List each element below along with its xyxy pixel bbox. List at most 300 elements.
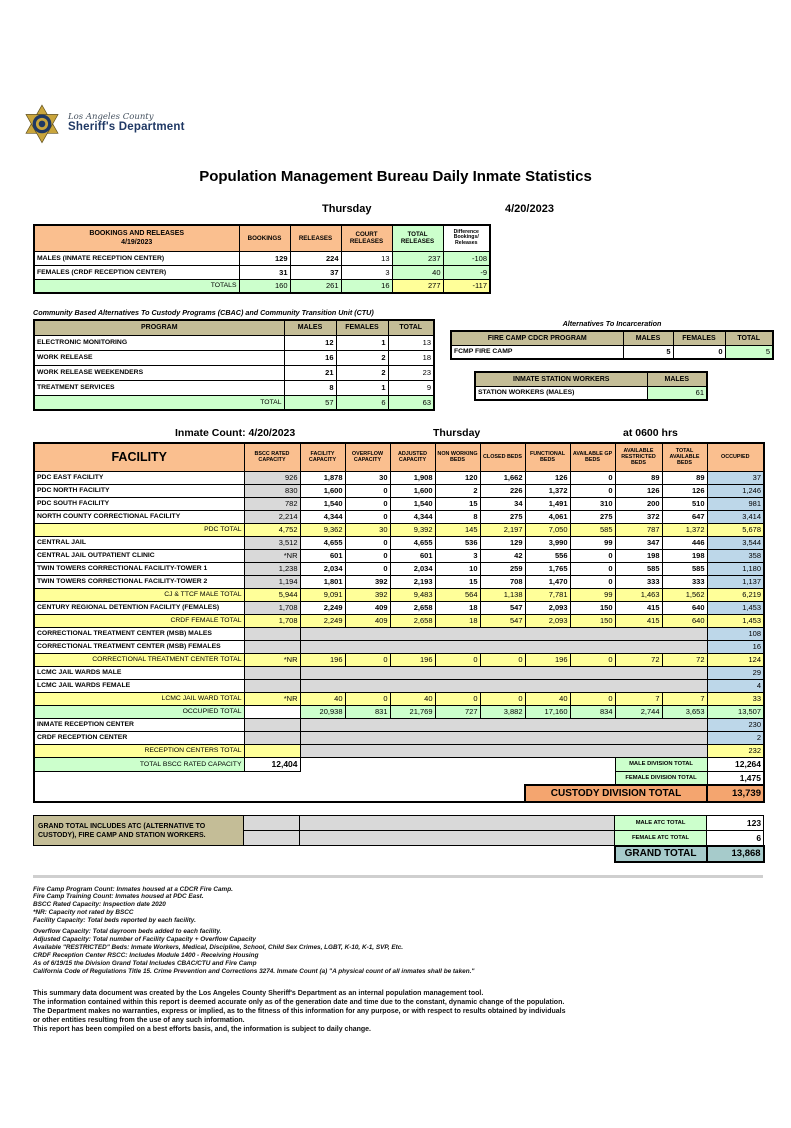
facility-bscc-empty bbox=[244, 718, 300, 731]
facility-row bbox=[34, 588, 764, 601]
facility-subtotal-value: 2,249 bbox=[300, 614, 345, 627]
facility-col-header: OVERFLOW CAPACITY bbox=[345, 443, 390, 471]
facility-value: 150 bbox=[570, 601, 615, 614]
fire-camp-col-header: FIRE CAMP CDCR PROGRAM bbox=[451, 331, 623, 345]
facility-value: 99 bbox=[570, 536, 615, 549]
spacer bbox=[34, 785, 525, 802]
facility-value: 0 bbox=[570, 575, 615, 588]
facility-value: 926 bbox=[244, 471, 300, 484]
fire-camp-header-row bbox=[451, 331, 773, 345]
facility-subtotal-value: 0 bbox=[480, 692, 525, 705]
footnote-line: Fire Camp Training Count: Inmates housed at PDC East. bbox=[33, 893, 204, 901]
bookings-totals-label: TOTALS bbox=[34, 279, 239, 293]
facility-subtotal-value: 2,093 bbox=[525, 614, 570, 627]
bookings-releases-table bbox=[33, 224, 491, 294]
facility-col-header: FACILITY bbox=[34, 443, 244, 471]
facility-value: 3,990 bbox=[525, 536, 570, 549]
disclaimer-line: or other entities resulting from the use of any such information. bbox=[33, 1017, 245, 1025]
facility-value: 200 bbox=[615, 497, 662, 510]
facility-value: 89 bbox=[615, 471, 662, 484]
facility-value: 42 bbox=[480, 549, 525, 562]
facility-row bbox=[34, 536, 764, 549]
alternatives-title: Alternatives To Incarceration bbox=[562, 319, 662, 328]
facility-value: *NR bbox=[244, 549, 300, 562]
custody-division-total-label: CUSTODY DIVISION TOTAL bbox=[525, 785, 707, 802]
bookings-title-header bbox=[34, 225, 239, 251]
bscc-capacity-label: TOTAL BSCC RATED CAPACITY bbox=[34, 757, 244, 771]
cbac-row bbox=[34, 350, 434, 365]
inmate-count-day: Thursday bbox=[433, 427, 481, 439]
cbac-value: 8 bbox=[284, 380, 336, 395]
facility-row-label: CENTRAL JAIL OUTPATIENT CLINIC bbox=[34, 549, 244, 562]
facility-col-header: FACILITY CAPACITY bbox=[300, 443, 345, 471]
cbac-row-label: TREATMENT SERVICES bbox=[34, 380, 284, 395]
grand-total-value: 13,868 bbox=[707, 846, 764, 862]
facility-value: 601 bbox=[300, 549, 345, 562]
bookings-subtitle: 4/19/2023 bbox=[121, 239, 153, 247]
facility-value: 126 bbox=[662, 484, 707, 497]
custody-division-row bbox=[34, 785, 764, 802]
facility-value: 2,658 bbox=[390, 601, 435, 614]
footnote-line: California Code of Regulations Title 15. Crime Prevention and Corrections 3274. Inmate Count (a) "A physical count of all inmates shall be taken." bbox=[33, 967, 475, 975]
facility-row bbox=[34, 731, 764, 744]
spacer bbox=[34, 771, 615, 785]
spacer-gray bbox=[244, 816, 300, 831]
facility-value: 0 bbox=[345, 562, 390, 575]
facility-value: 782 bbox=[244, 497, 300, 510]
spacer-gray bbox=[244, 831, 300, 846]
footnote-line: CRDF Reception Center RSCC: Includes Module 1400 - Receiving Housing bbox=[33, 951, 259, 959]
facility-value: 1,765 bbox=[525, 562, 570, 575]
station-workers-row-label: STATION WORKERS (MALES) bbox=[475, 386, 647, 400]
facility-subtotal-value: 150 bbox=[570, 614, 615, 627]
cbac-header-row bbox=[34, 320, 434, 335]
bookings-total-value: -117 bbox=[443, 279, 490, 293]
facility-value: 1,470 bbox=[525, 575, 570, 588]
facility-bscc-empty bbox=[244, 666, 300, 679]
male-atc-total-value: 123 bbox=[707, 816, 764, 831]
station-workers-table bbox=[474, 371, 708, 401]
cbac-total-value: 63 bbox=[388, 395, 434, 410]
disclaimer-line: This report has been compiled on a best efforts basis, and, the information is subject to daily change. bbox=[33, 1026, 372, 1034]
facility-occupied-value: 108 bbox=[707, 627, 764, 640]
facility-value: 446 bbox=[662, 536, 707, 549]
facility-value: 198 bbox=[615, 549, 662, 562]
facility-row-label: TWIN TOWERS CORRECTIONAL FACILITY-TOWER 1 bbox=[34, 562, 244, 575]
facility-subtotal-value: *NR bbox=[244, 653, 300, 666]
facility-row bbox=[34, 627, 764, 640]
station-workers-value: 61 bbox=[647, 386, 707, 400]
facility-row-label: PDC NORTH FACILITY bbox=[34, 484, 244, 497]
facility-value: 333 bbox=[662, 575, 707, 588]
facility-row-label: CENTURY REGIONAL DETENTION FACILITY (FEMALES) bbox=[34, 601, 244, 614]
facility-subtotal-value: 33 bbox=[707, 692, 764, 705]
cbac-value: 23 bbox=[388, 365, 434, 380]
facility-subtotal-value: 196 bbox=[300, 653, 345, 666]
facility-value: 1,540 bbox=[390, 497, 435, 510]
facility-row bbox=[34, 601, 764, 614]
facility-subtotal-value: 0 bbox=[480, 653, 525, 666]
facility-value: 3,414 bbox=[707, 510, 764, 523]
station-workers-row bbox=[475, 386, 707, 400]
facility-occupied-value: 232 bbox=[707, 744, 764, 757]
facility-subtotal-label: RECEPTION CENTERS TOTAL bbox=[34, 744, 244, 757]
facility-value: 15 bbox=[435, 575, 480, 588]
facility-subtotal-value: 0 bbox=[345, 692, 390, 705]
facility-value: 640 bbox=[662, 601, 707, 614]
facility-value: 1,372 bbox=[525, 484, 570, 497]
custody-division-total-value: 13,739 bbox=[707, 785, 764, 802]
footnotes bbox=[33, 886, 763, 976]
cbac-value: 12 bbox=[284, 335, 336, 350]
facility-value: 4,655 bbox=[390, 536, 435, 549]
occupied-total-value bbox=[244, 705, 300, 718]
facility-value: 3 bbox=[435, 549, 480, 562]
facility-subtotal-value: 5,678 bbox=[707, 523, 764, 536]
facility-value: 601 bbox=[390, 549, 435, 562]
facility-subtotal-value: 392 bbox=[345, 588, 390, 601]
middle-section bbox=[33, 319, 770, 411]
female-division-total-value: 1,475 bbox=[707, 771, 764, 785]
station-workers-col-header: MALES bbox=[647, 372, 707, 386]
report-date: 4/20/2023 bbox=[505, 203, 554, 215]
facility-value: 333 bbox=[615, 575, 662, 588]
fire-camp-col-header: FEMALES bbox=[673, 331, 725, 345]
facility-subtotal-value: 547 bbox=[480, 614, 525, 627]
female-division-total-label: FEMALE DIVISION TOTAL bbox=[615, 771, 707, 785]
facility-subtotal-value: 1,138 bbox=[480, 588, 525, 601]
facility-subtotal-value: 1,463 bbox=[615, 588, 662, 601]
facility-subtotal-label: LCMC JAIL WARD TOTAL bbox=[34, 692, 244, 705]
facility-value: 15 bbox=[435, 497, 480, 510]
grand-total-row bbox=[34, 846, 764, 862]
bookings-title: BOOKINGS AND RELEASES bbox=[89, 230, 185, 238]
facility-value: 358 bbox=[707, 549, 764, 562]
facility-span-empty bbox=[300, 666, 707, 679]
facility-value: 2,214 bbox=[244, 510, 300, 523]
fire-camp-value: 0 bbox=[673, 345, 725, 359]
cbac-value: 21 bbox=[284, 365, 336, 380]
facility-value: 4,655 bbox=[300, 536, 345, 549]
cbac-col-header: FEMALES bbox=[336, 320, 388, 335]
cbac-row-label: ELECTRONIC MONITORING bbox=[34, 335, 284, 350]
facility-subtotal-value: 0 bbox=[345, 653, 390, 666]
facility-occupied-value: 2 bbox=[707, 731, 764, 744]
bookings-total-value: 160 bbox=[239, 279, 290, 293]
facility-subtotal-value: 0 bbox=[435, 653, 480, 666]
grand-total-note: GRAND TOTAL INCLUDES ATC (ALTERNATIVE TO CUSTODY), FIRE CAMP AND STATION WORKERS. bbox=[34, 816, 244, 846]
facility-value: 37 bbox=[707, 471, 764, 484]
occupied-total-value: 21,769 bbox=[390, 705, 435, 718]
facility-value: 18 bbox=[435, 601, 480, 614]
facility-row-label: CORRECTIONAL TREATMENT CENTER (MSB) FEMALES bbox=[34, 640, 244, 653]
facility-col-header: TOTAL AVAILABLE BEDS bbox=[662, 443, 707, 471]
facility-row bbox=[34, 471, 764, 484]
bookings-header-row bbox=[34, 225, 490, 251]
facility-subtotal-label: CJ & TTCF MALE TOTAL bbox=[34, 588, 244, 601]
facility-value: 34 bbox=[480, 497, 525, 510]
footnote-line: Adjusted Capacity: Total number of Facility Capacity + Overflow Capacity bbox=[33, 935, 256, 943]
occupied-total-value: 20,938 bbox=[300, 705, 345, 718]
occupied-total-value: 834 bbox=[570, 705, 615, 718]
occupied-total-value: 17,160 bbox=[525, 705, 570, 718]
facility-value: 1,801 bbox=[300, 575, 345, 588]
facility-bscc-empty bbox=[244, 679, 300, 692]
fire-camp-value: 5 bbox=[725, 345, 773, 359]
spacer-gray-span bbox=[300, 831, 615, 846]
facility-value: 1,600 bbox=[300, 484, 345, 497]
cbac-column bbox=[33, 319, 435, 411]
facility-row-label: INMATE RECEPTION CENTER bbox=[34, 718, 244, 731]
bookings-value: -108 bbox=[443, 251, 490, 265]
facility-subtotal-value: 72 bbox=[615, 653, 662, 666]
facility-value: 708 bbox=[480, 575, 525, 588]
facility-value: 556 bbox=[525, 549, 570, 562]
facility-subtotal-value: 30 bbox=[345, 523, 390, 536]
cbac-title: Community Based Alternatives To Custody Programs (CBAC) and Community Transition Unit (CTU) bbox=[33, 308, 374, 317]
facility-subtotal-value: 7,781 bbox=[525, 588, 570, 601]
facility-col-header: BSCC RATED CAPACITY bbox=[244, 443, 300, 471]
inmate-count-time: at 0600 hrs bbox=[623, 427, 678, 439]
facility-row bbox=[34, 705, 764, 718]
facility-value: 585 bbox=[615, 562, 662, 575]
facility-subtotal-value: 1,562 bbox=[662, 588, 707, 601]
bookings-total-value: 261 bbox=[290, 279, 341, 293]
facility-value: 275 bbox=[570, 510, 615, 523]
facility-value: 0 bbox=[345, 536, 390, 549]
grand-total-table bbox=[33, 815, 765, 863]
facility-subtotal-value: 7,050 bbox=[525, 523, 570, 536]
facility-subtotal-value: 6,219 bbox=[707, 588, 764, 601]
facility-subtotal-value: 196 bbox=[525, 653, 570, 666]
facility-value: 409 bbox=[345, 601, 390, 614]
facility-row bbox=[34, 666, 764, 679]
facility-row bbox=[34, 614, 764, 627]
facility-subtotal-value: 196 bbox=[390, 653, 435, 666]
facility-row-label: CORRECTIONAL TREATMENT CENTER (MSB) MALES bbox=[34, 627, 244, 640]
facility-row bbox=[34, 679, 764, 692]
facility-value: 2 bbox=[435, 484, 480, 497]
bookings-row-label: MALES (INMATE RECEPTION CENTER) bbox=[34, 251, 239, 265]
footnote-line: *NR: Capacity not rated by BSCC bbox=[33, 909, 134, 917]
cbac-col-header: MALES bbox=[284, 320, 336, 335]
occupied-total-value: 13,507 bbox=[707, 705, 764, 718]
footnote-line: Overflow Capacity: Total dayroom beds added to each facility. bbox=[33, 928, 222, 936]
facility-subtotal-value: 145 bbox=[435, 523, 480, 536]
facility-row bbox=[34, 549, 764, 562]
female-atc-total-value: 6 bbox=[707, 831, 764, 846]
facility-value: 3,544 bbox=[707, 536, 764, 549]
fire-camp-col-header: MALES bbox=[623, 331, 673, 345]
sheriff-star-icon bbox=[22, 104, 62, 146]
cbac-value: 2 bbox=[336, 350, 388, 365]
footnote-line: Facility Capacity: Total beds reported by each facility. bbox=[33, 917, 196, 925]
agency-county-label: Los Angeles County bbox=[68, 112, 154, 122]
facility-bscc-empty bbox=[244, 744, 300, 757]
facility-subtotal-value: 9,362 bbox=[300, 523, 345, 536]
facility-row bbox=[34, 523, 764, 536]
facility-row-label: PDC EAST FACILITY bbox=[34, 471, 244, 484]
agency-name bbox=[68, 112, 185, 132]
disclaimer-line: This summary data document was created by the Los Angeles County Sheriff's Department as an internal population management tool. bbox=[33, 990, 484, 998]
spacer-gray-span bbox=[300, 816, 615, 831]
facility-row bbox=[34, 510, 764, 523]
cbac-value: 13 bbox=[388, 335, 434, 350]
facility-span-empty bbox=[300, 718, 707, 731]
facility-subtotal-value: 9,483 bbox=[390, 588, 435, 601]
page-title: Population Management Bureau Daily Inmate Statistics bbox=[199, 168, 592, 185]
facility-value: 510 bbox=[662, 497, 707, 510]
cbac-value: 1 bbox=[336, 335, 388, 350]
bookings-row bbox=[34, 251, 490, 265]
facility-row bbox=[34, 653, 764, 666]
facility-occupied-value: 16 bbox=[707, 640, 764, 653]
facility-row-label: CENTRAL JAIL bbox=[34, 536, 244, 549]
facility-value: 259 bbox=[480, 562, 525, 575]
facility-subtotal-value: 4,752 bbox=[244, 523, 300, 536]
inmate-count-label: Inmate Count: 4/20/2023 bbox=[175, 427, 296, 439]
facility-value: 372 bbox=[615, 510, 662, 523]
facility-subtotal-value: 2,658 bbox=[390, 614, 435, 627]
facility-subtotal-value: 5,944 bbox=[244, 588, 300, 601]
facility-subtotal-value: 18 bbox=[435, 614, 480, 627]
facility-subtotal-value: 0 bbox=[570, 692, 615, 705]
facility-value: 2,034 bbox=[300, 562, 345, 575]
occupied-total-label: OCCUPIED TOTAL bbox=[34, 705, 244, 718]
facility-row bbox=[34, 692, 764, 705]
section-divider bbox=[33, 875, 763, 878]
facility-value: 1,878 bbox=[300, 471, 345, 484]
facility-subtotal-value: 40 bbox=[390, 692, 435, 705]
facility-subtotal-value: 9,392 bbox=[390, 523, 435, 536]
cbac-value: 9 bbox=[388, 380, 434, 395]
facility-header-row bbox=[34, 443, 764, 471]
male-division-total-value: 12,264 bbox=[707, 757, 764, 771]
facility-subtotal-value: 124 bbox=[707, 653, 764, 666]
facility-bscc-empty bbox=[244, 731, 300, 744]
female-division-row bbox=[34, 771, 764, 785]
facility-value: 1,491 bbox=[525, 497, 570, 510]
facility-subtotal-value: *NR bbox=[244, 692, 300, 705]
agency-department-label: Sheriff's Department bbox=[68, 121, 185, 133]
facility-subtotal-value: 40 bbox=[525, 692, 570, 705]
grand-total-label: GRAND TOTAL bbox=[615, 846, 707, 862]
facility-subtotal-value: 7 bbox=[615, 692, 662, 705]
spacer bbox=[300, 757, 615, 771]
facility-value: 585 bbox=[662, 562, 707, 575]
facility-value: 1,137 bbox=[707, 575, 764, 588]
facility-row-label: LCMC JAIL WARDS MALE bbox=[34, 666, 244, 679]
bookings-value: 129 bbox=[239, 251, 290, 265]
fire-camp-table bbox=[450, 330, 774, 360]
facility-value: 0 bbox=[570, 549, 615, 562]
facility-row bbox=[34, 575, 764, 588]
facility-value: 0 bbox=[570, 562, 615, 575]
facility-value: 1,600 bbox=[390, 484, 435, 497]
bookings-col-header: RELEASES bbox=[290, 225, 341, 251]
facility-value: 392 bbox=[345, 575, 390, 588]
facility-subtotal-value: 415 bbox=[615, 614, 662, 627]
facility-value: 1,908 bbox=[390, 471, 435, 484]
facility-value: 1,662 bbox=[480, 471, 525, 484]
facility-value: 0 bbox=[345, 497, 390, 510]
disclaimer-line: The Department makes no warranties, express or implied, as to the fitness of this information for any purpose, or with respect to results obtained by individuals bbox=[33, 1008, 566, 1016]
cbac-col-header: PROGRAM bbox=[34, 320, 284, 335]
facility-subtotal-label: CRDF FEMALE TOTAL bbox=[34, 614, 244, 627]
cbac-row bbox=[34, 365, 434, 380]
cbac-row bbox=[34, 335, 434, 350]
bookings-value: -9 bbox=[443, 265, 490, 279]
cbac-value: 18 bbox=[388, 350, 434, 365]
report-day-line bbox=[0, 203, 791, 219]
facility-row-label: CRDF RECEPTION CENTER bbox=[34, 731, 244, 744]
facility-col-header: FUNCTIONAL BEDS bbox=[525, 443, 570, 471]
facility-value: 226 bbox=[480, 484, 525, 497]
facility-occupied-value: 230 bbox=[707, 718, 764, 731]
facility-col-header: NON WORKING BEDS bbox=[435, 443, 480, 471]
facility-occupied-value: 4 bbox=[707, 679, 764, 692]
facility-subtotal-value: 99 bbox=[570, 588, 615, 601]
facility-subtotal-value: 1,453 bbox=[707, 614, 764, 627]
report-day: Thursday bbox=[322, 203, 372, 215]
facility-value: 536 bbox=[435, 536, 480, 549]
cbac-total-value: 57 bbox=[284, 395, 336, 410]
facility-span-empty bbox=[300, 627, 707, 640]
facility-value: 1,246 bbox=[707, 484, 764, 497]
facility-value: 4,344 bbox=[300, 510, 345, 523]
cbac-value: 16 bbox=[284, 350, 336, 365]
facility-row bbox=[34, 640, 764, 653]
facility-value: 0 bbox=[345, 510, 390, 523]
cbac-total-value: 6 bbox=[336, 395, 388, 410]
cbac-value: 1 bbox=[336, 380, 388, 395]
footnote-line: BSCC Rated Capacity: Inspection date 2020 bbox=[33, 901, 166, 909]
facility-value: 2,093 bbox=[525, 601, 570, 614]
bookings-total-value: 16 bbox=[341, 279, 392, 293]
bscc-capacity-row bbox=[34, 757, 764, 771]
facility-subtotal-value: 72 bbox=[662, 653, 707, 666]
facility-row bbox=[34, 497, 764, 510]
fire-camp-value: 5 bbox=[623, 345, 673, 359]
facility-value: 120 bbox=[435, 471, 480, 484]
facility-occupied-value: 29 bbox=[707, 666, 764, 679]
facility-subtotal-value: 409 bbox=[345, 614, 390, 627]
facility-value: 10 bbox=[435, 562, 480, 575]
disclaimer-line: The information contained within this report is deemed accurate only as of the generation date and time due to the constant, dynamic change of the population. bbox=[33, 999, 565, 1007]
facility-value: 126 bbox=[525, 471, 570, 484]
facility-subtotal-label: PDC TOTAL bbox=[34, 523, 244, 536]
facility-value: 2,034 bbox=[390, 562, 435, 575]
cbac-total-row bbox=[34, 395, 434, 410]
facility-value: 0 bbox=[570, 471, 615, 484]
facility-value: 1,238 bbox=[244, 562, 300, 575]
facility-col-header: ADJUSTED CAPACITY bbox=[390, 443, 435, 471]
cbac-total-label: TOTAL bbox=[34, 395, 284, 410]
facility-span-empty bbox=[300, 744, 707, 757]
facility-row bbox=[34, 744, 764, 757]
occupied-total-value: 3,882 bbox=[480, 705, 525, 718]
facility-value: 275 bbox=[480, 510, 525, 523]
facility-subtotal-value: 1,372 bbox=[662, 523, 707, 536]
facility-value: 30 bbox=[345, 471, 390, 484]
facility-span-empty bbox=[300, 731, 707, 744]
report-page bbox=[0, 104, 791, 1128]
male-division-total-label: MALE DIVISION TOTAL bbox=[615, 757, 707, 771]
facility-value: 830 bbox=[244, 484, 300, 497]
facility-col-header: AVAILABLE GP BEDS bbox=[570, 443, 615, 471]
station-workers-header: INMATE STATION WORKERS bbox=[475, 372, 647, 386]
facility-value: 1,453 bbox=[707, 601, 764, 614]
